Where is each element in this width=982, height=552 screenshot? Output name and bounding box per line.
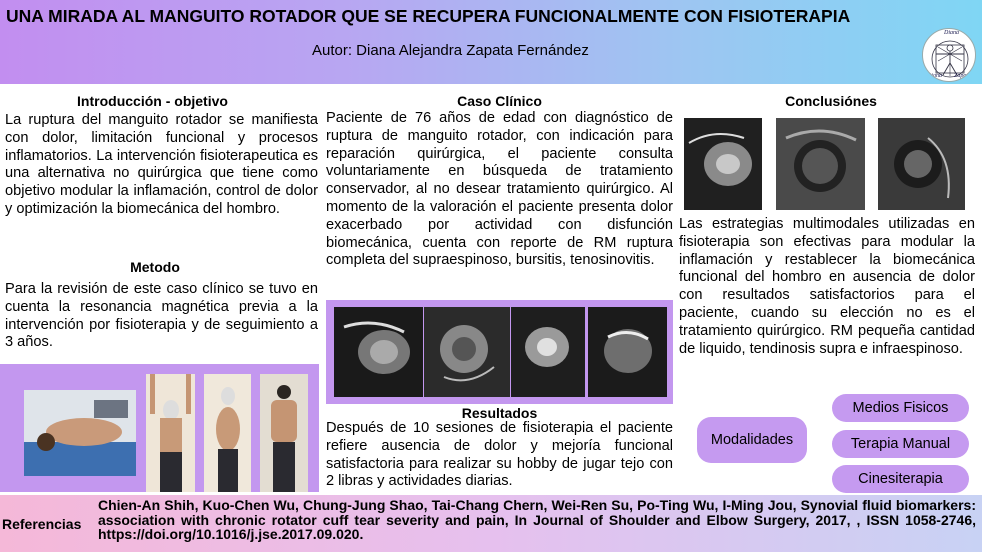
- patient-photo-side: [204, 374, 251, 492]
- vitruvian-logo: [922, 28, 976, 82]
- modality-terapia-manual: Terapia Manual: [832, 430, 969, 458]
- conclusion-mri-3: [878, 118, 965, 210]
- logo-text-left: Diana: [927, 73, 942, 79]
- mri-image-2: [424, 307, 510, 397]
- patient-photos-panel: [0, 364, 319, 492]
- mri-images-panel: [326, 300, 673, 404]
- poster-header: [0, 0, 982, 84]
- patient-photo-lying: [24, 390, 136, 476]
- mri-image-3: [511, 307, 585, 397]
- resultados-heading: Resultados: [461, 405, 538, 421]
- intro-text: La ruptura del manguito rotador se manifiesta con dolor, limitación funcional y procesos inflamatorios. La intervención fisioterapeutica es una alternativa no quirúrgica que tiene como objetivo modular la inflamación, control de dolor y optimización la biomecánica del hombro.: [5, 112, 318, 217]
- logo-text-top: Diana: [944, 30, 959, 36]
- conclusion-mri-1: [684, 118, 762, 210]
- logo-text-right: Zapata: [954, 73, 972, 79]
- modality-medios-fisicos: Medios Fisicos: [832, 394, 969, 422]
- mri-image-4: [588, 307, 667, 397]
- conclusiones-heading: Conclusiónes: [785, 93, 877, 109]
- references-text: Chien-An Shih, Kuo-Chen Wu, Chung-Jung Shao, Tai-Chang Chern, Wei-Ren Su, Po-Ting Wu, I-Ming Jou, Synovial fluid biomarkers: association with chronic rotator cuff tear severity and pain, In Journal of Shoulder and Elbow Surgery, 2017, , ISSN 1058-2746, https://doi.org/10.1016/j.jse.2017.09.020.: [98, 497, 976, 542]
- patient-photo-arms-up: [146, 374, 195, 492]
- resultados-text: Después de 10 sesiones de fisioterapia el paciente refiere ausencia de dolor y mejoría funcional satisfactoria para realizar su hobby de jugar tejo con 2 libras y actividades diarias.: [326, 420, 673, 490]
- patient-photo-back: [260, 374, 308, 492]
- mri-image-1: [334, 307, 423, 397]
- modality-cinesiterapia: Cinesiterapia: [832, 465, 969, 493]
- references-label: Referencias: [2, 516, 82, 532]
- poster-title: UNA MIRADA AL MANGUITO ROTADOR QUE SE RECUPERA FUNCIONALMENTE CON FISIOTERAPIA: [6, 6, 851, 26]
- modalidades-pill: Modalidades: [697, 417, 807, 463]
- conclusiones-text: Las estrategias multimodales utilizadas en fisioterapia son efectivas para modular la inflamación y restablecer la biomecánica funcional del hombro en ausencia de dolor con resultados satisfactorios para el paciente, cuando su elección no es el tratamiento quirúrgico. RM pequeña cantidad de liquido, tendinosis supra e infraespinoso.: [679, 216, 975, 357]
- caso-text: Paciente de 76 años de edad con diagnóstico de ruptura de manguito rotador, con indicación para reparación quirúrgica, el paciente consulta voluntariamente en búsqueda de tratamiento conservador, al no desear tratamiento quirúrgico. Al momento de la valoración el paciente presenta dolor exacerbado por actividad con disfunción biomecánica, cuenta con reporte de RM ruptura completa del supraespinoso, bursitis, tenosinovitis.: [326, 110, 673, 269]
- intro-heading: Introducción - objetivo: [77, 93, 228, 109]
- conclusion-mri-2: [776, 118, 865, 210]
- metodo-heading: Metodo: [130, 259, 180, 275]
- caso-heading: Caso Clínico: [457, 93, 542, 109]
- references-panel: [0, 495, 982, 552]
- metodo-text: Para la revisión de este caso clínico se tuvo en cuenta la resonancia magnética previa a la intervención por fisioterapia y de seguimiento a 3 años.: [5, 281, 318, 351]
- author-line: Autor: Diana Alejandra Zapata Fernández: [312, 42, 589, 59]
